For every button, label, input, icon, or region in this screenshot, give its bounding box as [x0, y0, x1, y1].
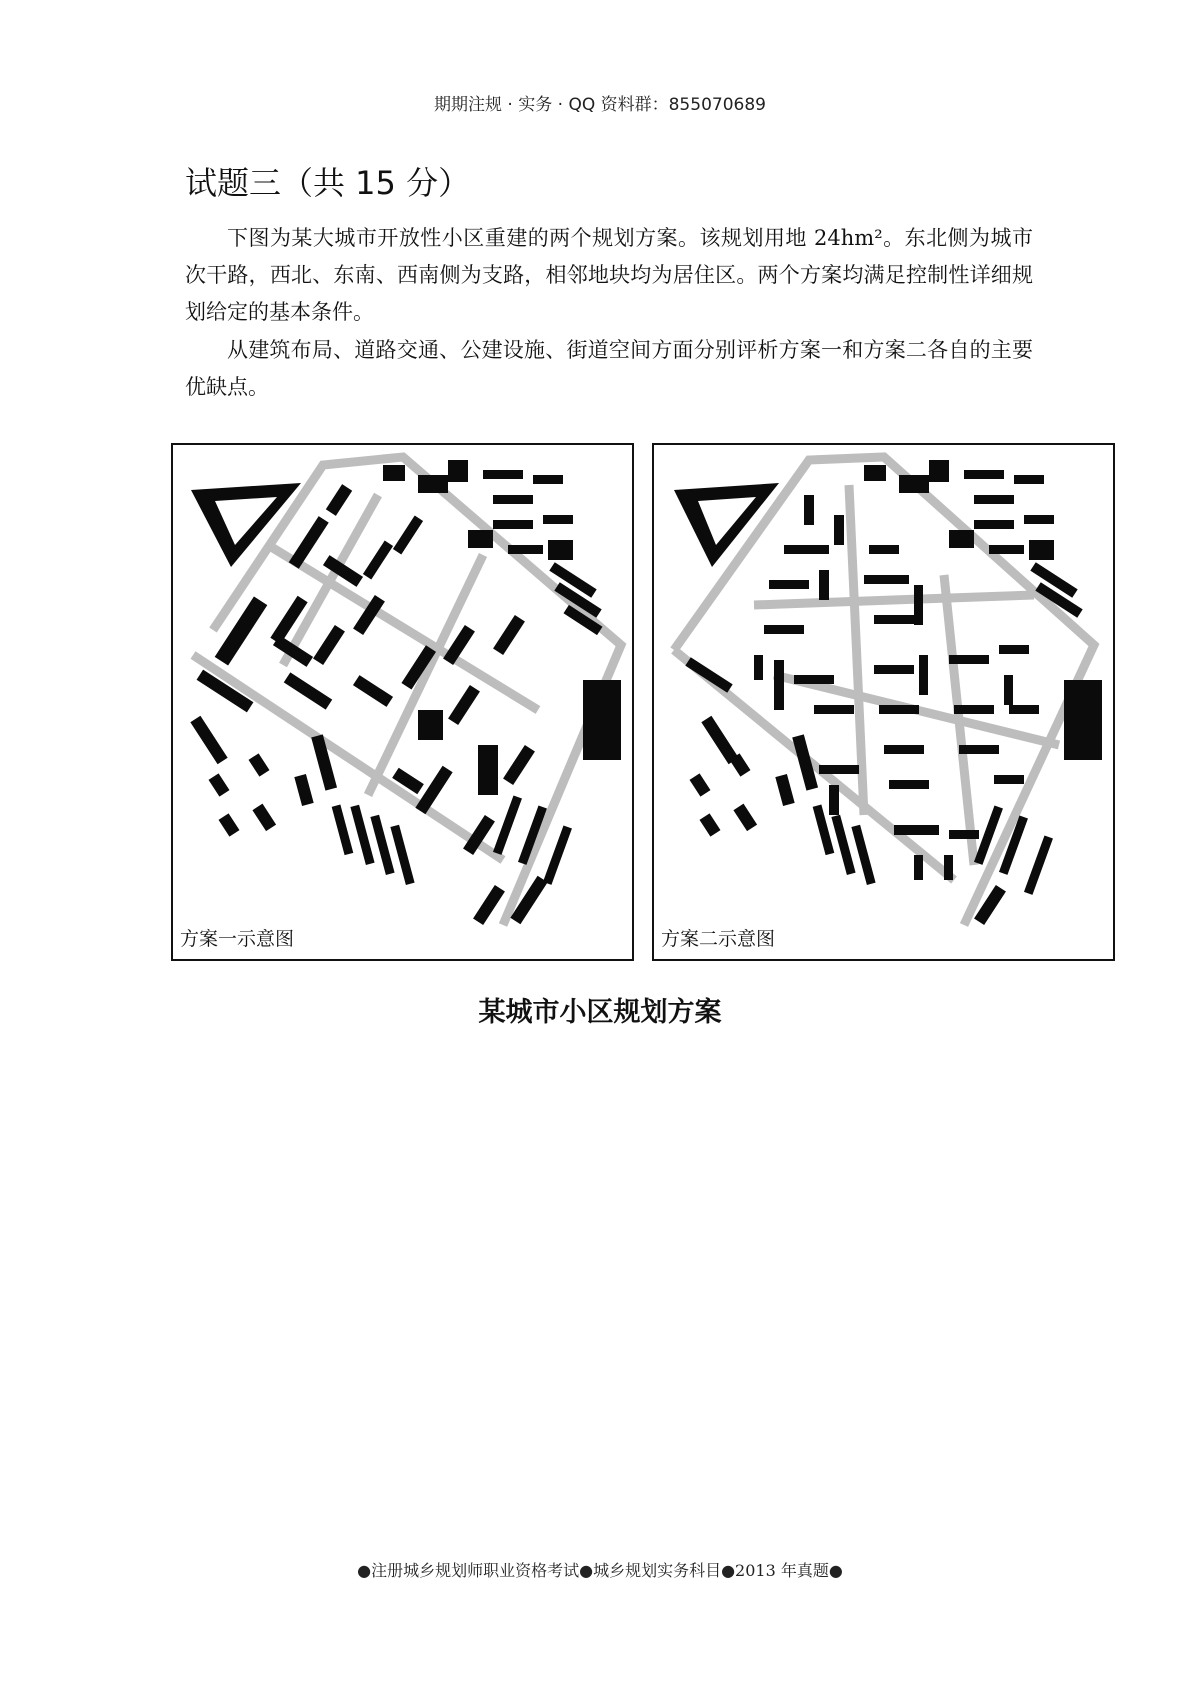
building-blocks	[685, 460, 1102, 925]
plan-one-diagram	[171, 443, 634, 961]
plan-two-map	[654, 445, 1115, 961]
plan-one-label: 方案一示意图	[178, 924, 296, 951]
figure-caption: 某城市小区规划方案	[478, 997, 722, 1028]
question-title: 试题三（共 15 分）	[185, 164, 471, 202]
question-paragraph-1: 下图为某大城市开放性小区重建的两个规划方案。该规划用地 24hm²。东北侧为城市次干路，西北、东南、西南侧为支路，相邻地块均为居住区。两个方案均满足控制性详细规划给定的基本条件。	[185, 226, 1033, 324]
page-header: 期期注规 · 实务 · QQ 资料群：855070689	[434, 95, 766, 115]
internal-road	[368, 555, 483, 795]
plan-one-map	[173, 445, 634, 961]
plan-two-label: 方案二示意图	[659, 924, 777, 951]
plan-two-diagram	[652, 443, 1115, 961]
southwest-road	[193, 655, 503, 860]
question-paragraph-2: 从建筑布局、道路交通、公建设施、街道空间方面分别评析方案一和方案二各自的主要优缺点。	[185, 338, 1033, 399]
page-footer: ●注册城乡规划师职业资格考试●城乡规划实务科目●2013 年真题●	[357, 1561, 843, 1580]
internal-road	[754, 595, 1034, 605]
